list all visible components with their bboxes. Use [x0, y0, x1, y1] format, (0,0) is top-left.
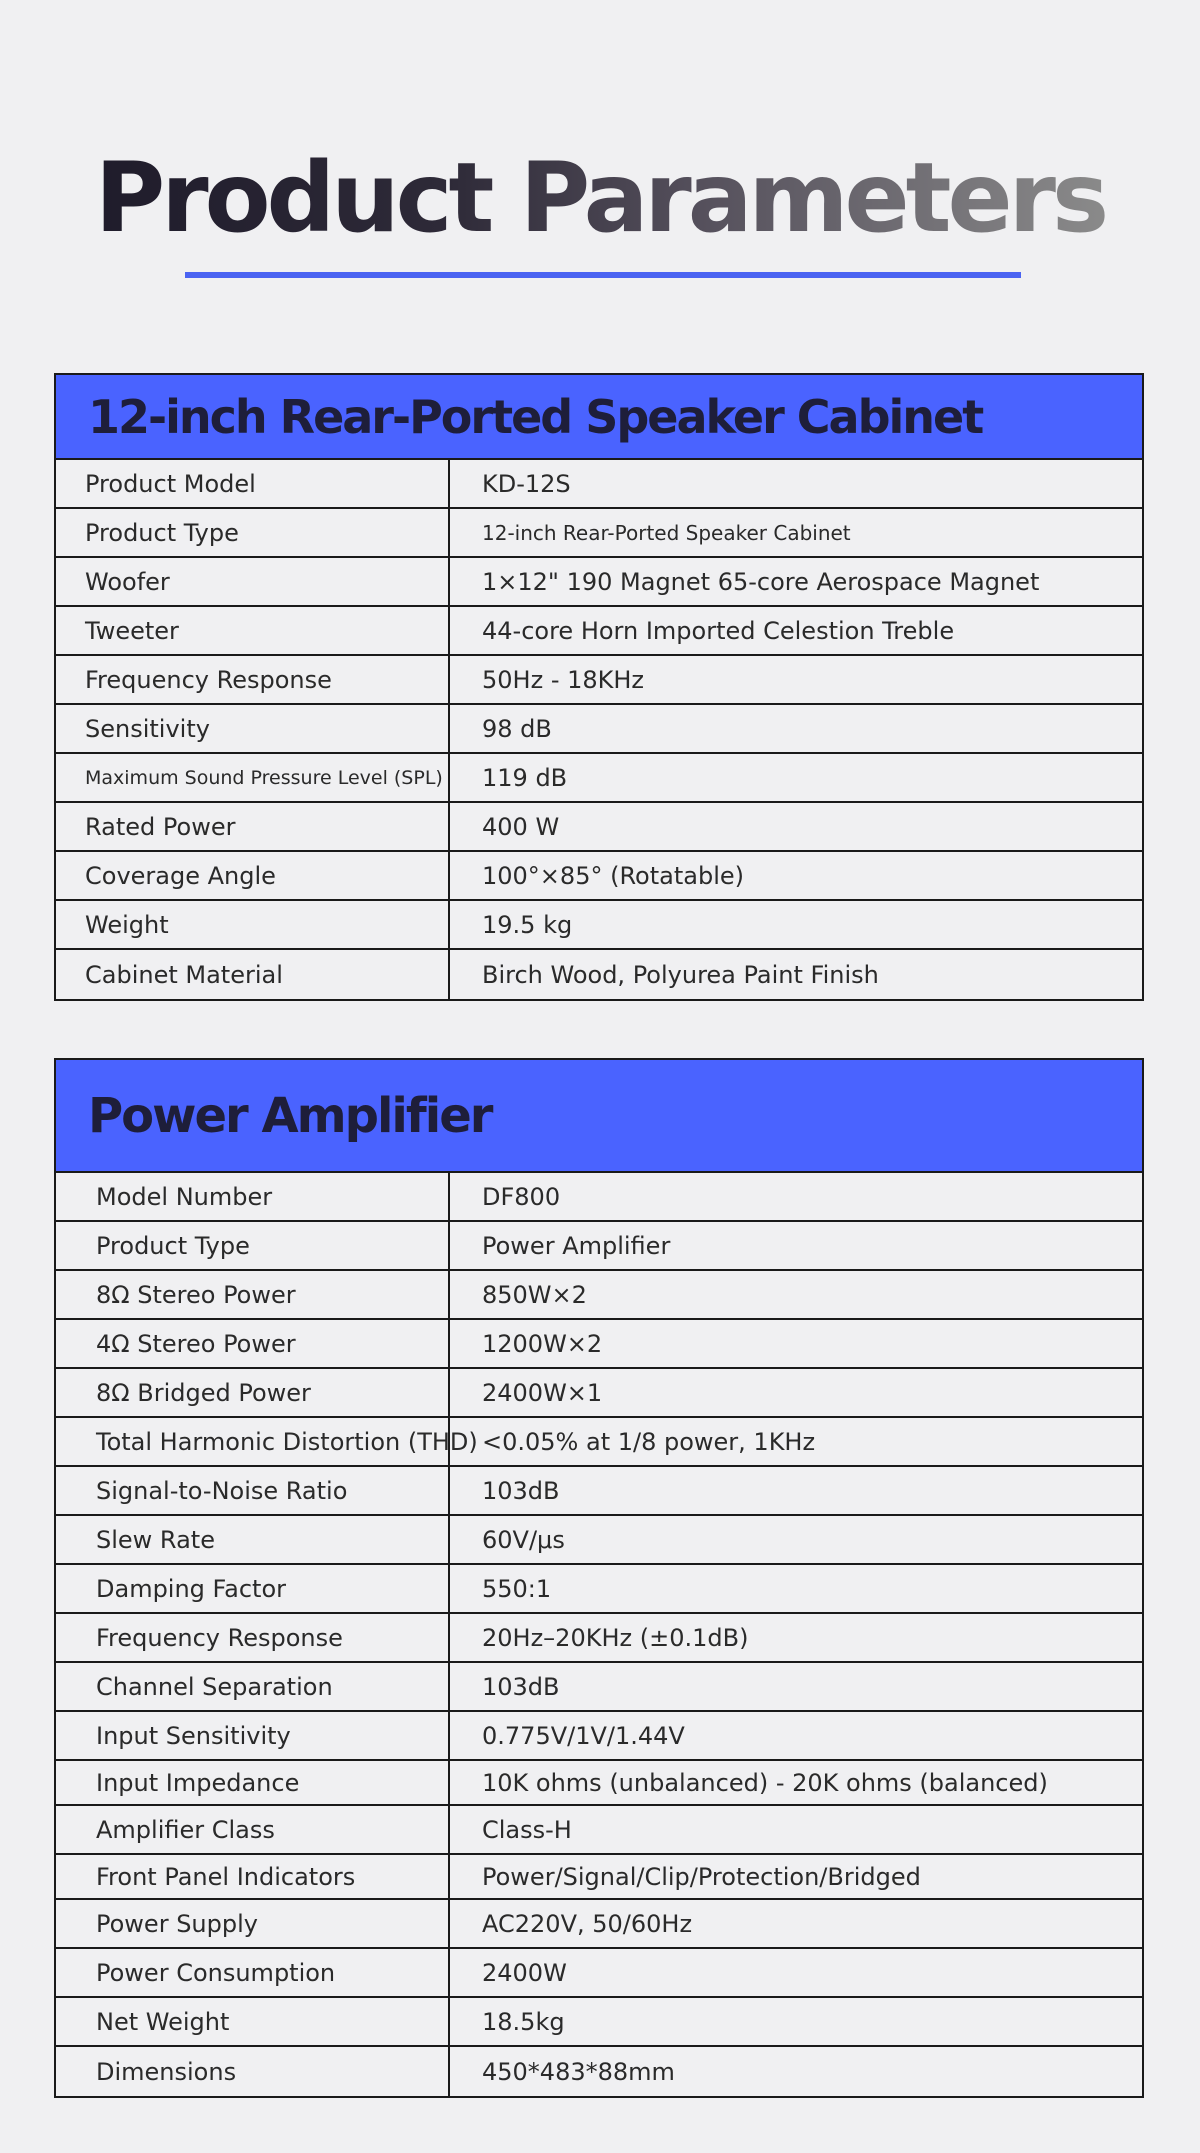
row-value: 1×12" 190 Magnet 65-core Aerospace Magnet [482, 567, 1040, 596]
table-row [56, 1320, 1142, 1369]
row-value: 103dB [482, 1672, 560, 1701]
table-row [56, 1614, 1142, 1663]
table-row [56, 1467, 1142, 1516]
row-value: 119 dB [482, 763, 568, 792]
row-label: Input Sensitivity [56, 1712, 450, 1759]
row-label: Input Impedance [56, 1761, 450, 1804]
row-value: 44-core Horn Imported Celestion Treble [482, 616, 955, 645]
row-label: Total Harmonic Distortion (THD) [56, 1418, 450, 1465]
row-label: Woofer [56, 558, 450, 605]
table-row [56, 1663, 1142, 1712]
page-title [0, 142, 1200, 254]
row-value: 850W×2 [482, 1280, 587, 1309]
table-row [56, 656, 1142, 705]
row-value: 2400W [482, 1958, 567, 1987]
speaker-table-header [56, 375, 1142, 460]
row-value: 98 dB [482, 714, 552, 743]
row-label: Frequency Response [56, 1614, 450, 1661]
row-label: Damping Factor [56, 1565, 450, 1612]
amplifier-spec-table [54, 1058, 1144, 2098]
row-label: 4Ω Stereo Power [56, 1320, 450, 1367]
table-row [56, 1998, 1142, 2047]
speaker-spec-table [54, 373, 1144, 1001]
row-label: Power Supply [56, 1900, 450, 1947]
table-row [56, 950, 1142, 999]
table-row [56, 1516, 1142, 1565]
table-row [56, 705, 1142, 754]
row-label: Channel Separation [56, 1663, 450, 1710]
row-value: 450*483*88mm [482, 2057, 675, 2086]
row-value: 400 W [482, 812, 560, 841]
row-label: Power Consumption [56, 1949, 450, 1996]
row-label: Cabinet Material [56, 950, 450, 999]
row-value: 60V/μs [482, 1525, 565, 1554]
row-value: 2400W×1 [482, 1378, 603, 1407]
row-label: 8Ω Bridged Power [56, 1369, 450, 1416]
row-value: Birch Wood, Polyurea Paint Finish [482, 960, 879, 989]
row-value: AC220V, 50/60Hz [482, 1909, 693, 1938]
title-underline [185, 272, 1021, 278]
row-value: 550:1 [482, 1574, 552, 1603]
row-label: Maximum Sound Pressure Level (SPL) [56, 754, 450, 801]
table-row [56, 509, 1142, 558]
row-value: 10K ohms (unbalanced) - 20K ohms (balanced) [482, 1768, 1048, 1797]
row-value: 1200W×2 [482, 1329, 603, 1358]
row-label: Net Weight [56, 1998, 450, 2045]
row-value: Power Amplifier [482, 1231, 671, 1260]
table-row [56, 2047, 1142, 2096]
row-label: Tweeter [56, 607, 450, 654]
table-row [56, 1173, 1142, 1222]
table-row [56, 1271, 1142, 1320]
table-row [56, 1900, 1142, 1949]
row-value: 20Hz–20KHz (±0.1dB) [482, 1623, 749, 1652]
row-label: Front Panel Indicators [56, 1855, 450, 1898]
table-row [56, 1418, 1142, 1467]
row-value: <0.05% at 1/8 power, 1KHz [482, 1427, 816, 1456]
table-row [56, 754, 1142, 803]
row-label: Weight [56, 901, 450, 948]
table-row [56, 1761, 1142, 1806]
row-label: Signal-to-Noise Ratio [56, 1467, 450, 1514]
row-label: Dimensions [56, 2047, 450, 2096]
speaker-table-heading: 12-inch Rear-Ported Speaker Cabinet [88, 389, 983, 444]
table-row [56, 803, 1142, 852]
row-label: Rated Power [56, 803, 450, 850]
table-row [56, 1565, 1142, 1614]
row-value: DF800 [482, 1182, 561, 1211]
row-label: Product Type [56, 1222, 450, 1269]
row-value: 103dB [482, 1476, 560, 1505]
table-row [56, 1222, 1142, 1271]
amplifier-table-heading: Power Amplifier [88, 1087, 492, 1144]
table-row [56, 1806, 1142, 1855]
table-row [56, 1855, 1142, 1900]
row-value: 50Hz - 18KHz [482, 665, 645, 694]
row-value: 100°×85° (Rotatable) [482, 861, 744, 890]
table-row [56, 1949, 1142, 1998]
row-value: 0.775V/1V/1.44V [482, 1721, 685, 1750]
row-label: Product Type [56, 509, 450, 556]
row-value: KD-12S [482, 469, 571, 498]
table-row [56, 852, 1142, 901]
table-row [56, 607, 1142, 656]
amplifier-table-header [56, 1060, 1142, 1173]
row-value: 19.5 kg [482, 910, 573, 939]
row-label: Amplifier Class [56, 1806, 450, 1853]
table-row [56, 460, 1142, 509]
row-value: 18.5kg [482, 2007, 565, 2036]
page-title-text: Product Parameters [94, 142, 1106, 254]
row-label: Coverage Angle [56, 852, 450, 899]
row-label: Model Number [56, 1173, 450, 1220]
row-value: Power/Signal/Clip/Protection/Bridged [482, 1862, 921, 1891]
table-row [56, 1369, 1142, 1418]
row-label: Slew Rate [56, 1516, 450, 1563]
table-row [56, 901, 1142, 950]
row-label: 8Ω Stereo Power [56, 1271, 450, 1318]
row-label: Frequency Response [56, 656, 450, 703]
row-label: Sensitivity [56, 705, 450, 752]
table-row [56, 558, 1142, 607]
row-label: Product Model [56, 460, 450, 507]
row-value: Class-H [482, 1815, 572, 1844]
table-row [56, 1712, 1142, 1761]
row-value: 12-inch Rear-Ported Speaker Cabinet [482, 520, 851, 545]
